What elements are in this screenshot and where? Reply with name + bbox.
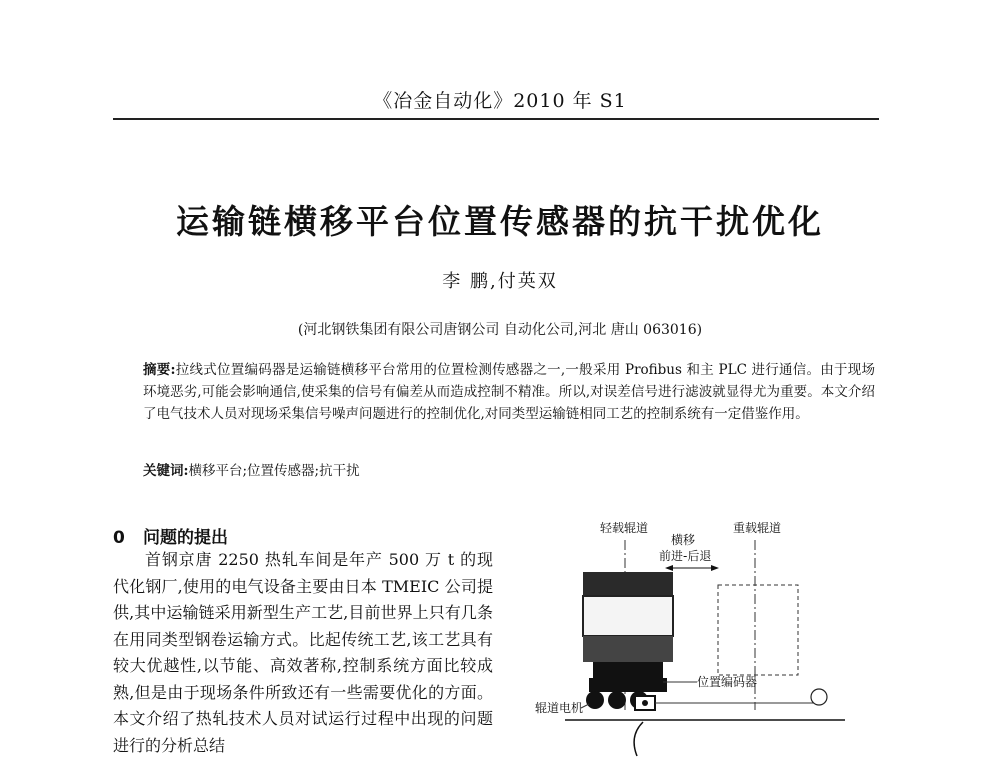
platform-base <box>589 678 667 692</box>
affiliation: (河北钢铁集团有限公司唐钢公司 自动化公司,河北 唐山 063016) <box>297 322 703 338</box>
section-number: 0 <box>113 528 125 548</box>
traverse-platform-figure <box>525 510 885 759</box>
authors: 李 鹏,付英双 <box>442 271 558 292</box>
coil-outline-heavy <box>718 585 798 675</box>
section-paragraph: 首钢京唐 2250 热轧车间是年产 500 万 t 的现代化钢厂,使用的电气设备主要由日本 TMEIC 公司提供,其中运输链采用新型生产工艺,目前世界上只有几条在用同类型钢卷运输方式。比起传统工艺,该工艺具有较大优越性,以节能、高效著称,控制系统方面比较成熟,但是由于现场条件所致还有一些需要优化的方面。本文介绍了热轧技术人员对试运行过程中出现的问题进行的分析总结 <box>113 550 493 755</box>
label-traverse: 横移 <box>671 533 696 547</box>
cable-loop <box>634 722 643 756</box>
section-body <box>113 547 493 759</box>
keywords-text: 横移平台;位置传感器;抗干扰 <box>188 463 360 479</box>
platform-body <box>593 662 663 678</box>
label-encoder: 位置编码器 <box>697 675 758 689</box>
arrow-head-left <box>665 565 673 571</box>
platform-wheel-mid <box>608 691 626 709</box>
arrow-head-right <box>711 565 719 571</box>
abstract-text: 拉线式位置编码器是运输链横移平台常用的位置检测传感器之一,一般采用 Profibus 和主 PLC 进行通信。由于现场环境恶劣,可能会影响通信,使采集的信号有偏差从而造成控制不精准。所以,对误差信号进行滤波就显得尤为重要。本文介绍了电气技术人员对现场采集信号噪声问题进行的控制优化,对同类型运输链相同工艺的控制系统有一定借鉴作用。 <box>143 362 875 422</box>
paper-title: 运输链横移平台位置传感器的抗干扰优化 <box>176 202 824 241</box>
encoder-pulley <box>811 689 827 705</box>
journal-header: 《冶金自动化》2010 年 S1 <box>373 90 627 112</box>
figure-drawing <box>525 510 885 759</box>
section-heading <box>113 523 228 548</box>
coil-bottom-band <box>583 636 673 662</box>
keywords <box>143 459 875 479</box>
coil-top-band <box>583 572 673 596</box>
coil-middle-band <box>583 596 673 636</box>
label-heavy-roller: 重载辊道 <box>733 521 782 535</box>
abstract <box>143 359 875 425</box>
label-light-roller: 轻载辊道 <box>600 521 649 535</box>
label-roller-motor: 辊道电机 <box>535 701 584 715</box>
platform-wheel-left <box>586 691 604 709</box>
label-direction: 前进-后退 <box>659 549 712 563</box>
encoder-shaft <box>642 700 648 706</box>
header-rule <box>113 118 879 120</box>
keywords-label: 关键词: <box>143 463 189 479</box>
abstract-label: 摘要: <box>143 362 176 378</box>
section-title: 问题的提出 <box>143 528 228 548</box>
